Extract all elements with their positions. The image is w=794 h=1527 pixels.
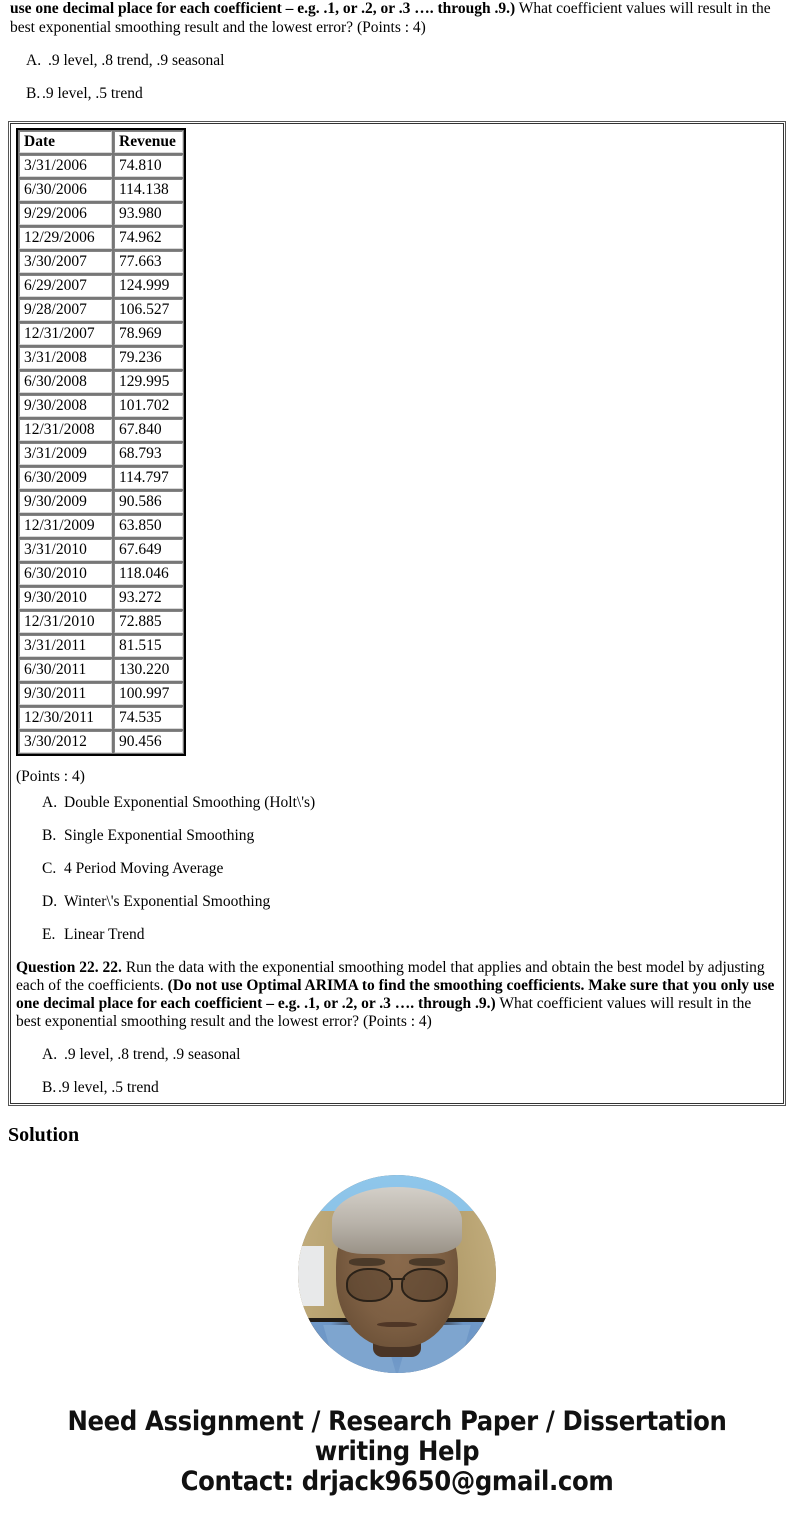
table-row xyxy=(18,370,184,394)
table-row xyxy=(18,442,184,466)
cell-revenue: 67.649 xyxy=(113,538,184,562)
avatar xyxy=(298,1175,496,1373)
cell-revenue: 67.840 xyxy=(113,418,184,442)
cell-date: 6/30/2008 xyxy=(18,370,113,394)
cell-revenue: 68.793 xyxy=(113,442,184,466)
option-label: .9 level, .5 trend xyxy=(42,85,143,102)
contact-line-2: writing Help xyxy=(314,1436,480,1467)
option-letter: C. xyxy=(42,860,57,877)
cell-revenue: 100.997 xyxy=(113,682,184,706)
table-row xyxy=(18,274,184,298)
cell-date: 3/30/2012 xyxy=(18,730,113,754)
cell-revenue: 93.272 xyxy=(113,586,184,610)
option-label: Linear Trend xyxy=(64,926,145,943)
option-label: Single Exponential Smoothing xyxy=(64,827,255,844)
cell-revenue: 74.535 xyxy=(113,706,184,730)
cell-date: 12/31/2009 xyxy=(18,514,113,538)
question-22-body-1: Run the data with the exponential smoothing model that applies and obtain the best model by adjusting each of the coefficients. xyxy=(16,959,765,994)
cell-date: 3/31/2008 xyxy=(18,346,113,370)
cell-date: 12/31/2007 xyxy=(18,322,113,346)
table-row xyxy=(18,346,184,370)
cell-revenue: 79.236 xyxy=(113,346,184,370)
cell-date: 3/31/2009 xyxy=(18,442,113,466)
portrait-container xyxy=(0,1175,794,1373)
cell-date: 9/30/2010 xyxy=(18,586,113,610)
question-22-options xyxy=(16,1046,778,1097)
cell-date: 6/30/2011 xyxy=(18,658,113,682)
cell-revenue: 74.962 xyxy=(113,226,184,250)
option-letter: B. xyxy=(26,85,41,102)
option-item[interactable] xyxy=(0,52,794,70)
cell-revenue: 74.810 xyxy=(113,154,184,178)
avatar-eyeglass-right xyxy=(401,1268,449,1302)
table-row xyxy=(18,202,184,226)
cell-date: 6/30/2009 xyxy=(18,466,113,490)
table-row xyxy=(18,466,184,490)
option-item-d[interactable] xyxy=(16,893,778,911)
table-row xyxy=(18,658,184,682)
column-header-revenue: Revenue xyxy=(113,130,184,154)
table-row xyxy=(18,706,184,730)
top-question-bold-text: use one decimal place for each coefficient – e.g. .1, or .2, or .3 …. through .9.) xyxy=(10,0,516,17)
model-options-list xyxy=(16,794,778,944)
cell-revenue: 90.456 xyxy=(113,730,184,754)
solution-heading: Solution xyxy=(8,1124,80,1146)
avatar-background-panel xyxy=(298,1246,324,1305)
cell-revenue: 106.527 xyxy=(113,298,184,322)
option-item-e[interactable] xyxy=(16,926,778,944)
table-row xyxy=(18,418,184,442)
table-row xyxy=(18,178,184,202)
option-letter: E. xyxy=(42,926,56,943)
top-fragment-options xyxy=(0,52,794,103)
option-letter: D. xyxy=(42,893,58,910)
cell-date: 12/31/2010 xyxy=(18,610,113,634)
cell-revenue: 101.702 xyxy=(113,394,184,418)
table-row xyxy=(18,634,184,658)
table-body xyxy=(18,154,184,754)
cell-revenue: 114.138 xyxy=(113,178,184,202)
cell-revenue: 77.663 xyxy=(113,250,184,274)
cell-date: 3/31/2010 xyxy=(18,538,113,562)
cell-revenue: 124.999 xyxy=(113,274,184,298)
contact-line-1: Need Assignment / Research Paper / Dissertation xyxy=(67,1406,727,1437)
avatar-eyebrow-left xyxy=(349,1258,385,1266)
cell-revenue: 78.969 xyxy=(113,322,184,346)
option-letter: A. xyxy=(26,52,42,69)
option-item-a[interactable] xyxy=(16,794,778,812)
cell-revenue: 114.797 xyxy=(113,466,184,490)
option-item[interactable] xyxy=(16,1079,778,1097)
option-label: 4 Period Moving Average xyxy=(64,860,224,877)
cell-revenue: 90.586 xyxy=(113,490,184,514)
cell-revenue: 72.885 xyxy=(113,610,184,634)
cell-revenue: 93.980 xyxy=(113,202,184,226)
avatar-eyebrow-right xyxy=(409,1258,445,1266)
cell-date: 3/31/2006 xyxy=(18,154,113,178)
table-row xyxy=(18,490,184,514)
cell-date: 9/30/2011 xyxy=(18,682,113,706)
option-label: Double Exponential Smoothing (Holt\'s) xyxy=(64,794,316,811)
table-row xyxy=(18,682,184,706)
cell-date: 6/29/2007 xyxy=(18,274,113,298)
avatar-hair xyxy=(332,1187,463,1254)
table-row xyxy=(18,298,184,322)
cell-date: 9/29/2006 xyxy=(18,202,113,226)
cell-date: 12/31/2008 xyxy=(18,418,113,442)
top-question-normal-text: What coefficient values will result in the best exponential smoothing result and the lowest error? (Points : 4) xyxy=(10,0,771,36)
cell-revenue: 129.995 xyxy=(113,370,184,394)
option-item[interactable] xyxy=(0,85,794,103)
question-frame-outer xyxy=(8,121,786,1106)
table-row xyxy=(18,514,184,538)
question-frame-inner xyxy=(10,123,784,1104)
table-row xyxy=(18,226,184,250)
option-item-c[interactable] xyxy=(16,860,778,878)
cell-date: 3/31/2011 xyxy=(18,634,113,658)
option-letter: B. xyxy=(42,827,57,844)
top-question-fragment xyxy=(0,0,794,37)
option-label: Winter\'s Exponential Smoothing xyxy=(64,893,271,910)
table-row xyxy=(18,586,184,610)
cell-date: 9/30/2009 xyxy=(18,490,113,514)
question-22-paragraph xyxy=(16,959,778,1031)
contact-line-3: Contact: drjack9650@gmail.com xyxy=(180,1466,614,1497)
option-letter: A. xyxy=(42,1046,58,1063)
cell-date: 9/30/2008 xyxy=(18,394,113,418)
table-row xyxy=(18,730,184,754)
column-header-date: Date xyxy=(18,130,113,154)
top-question-paragraph xyxy=(10,0,784,37)
table-row xyxy=(18,322,184,346)
table-row xyxy=(18,154,184,178)
cell-revenue: 81.515 xyxy=(113,634,184,658)
avatar-eyeglass-left xyxy=(346,1268,394,1302)
cell-revenue: 130.220 xyxy=(113,658,184,682)
table-row xyxy=(18,538,184,562)
revenue-data-table xyxy=(16,128,186,756)
option-label: .9 level, .8 trend, .9 seasonal xyxy=(64,1046,241,1063)
question-22-body-2: What coefficient values will result in the best exponential smoothing result and the lowest error? (Points : 4) xyxy=(16,995,752,1030)
contact-block xyxy=(32,1407,762,1527)
option-label: .9 level, .5 trend xyxy=(58,1079,159,1096)
table-row xyxy=(18,562,184,586)
cell-date: 3/30/2007 xyxy=(18,250,113,274)
question-22-bold-body: (Do not use Optimal ARIMA to find the smoothing coefficients. Make sure that you only use one decimal place for each coefficient – e.g. .1, or .2, or .3 …. through .9.) xyxy=(16,977,775,1012)
cell-date: 6/30/2006 xyxy=(18,178,113,202)
table-row xyxy=(18,394,184,418)
cell-date: 12/29/2006 xyxy=(18,226,113,250)
option-item-b[interactable] xyxy=(16,827,778,845)
option-label: .9 level, .8 trend, .9 seasonal xyxy=(48,52,225,69)
cell-date: 12/30/2011 xyxy=(18,706,113,730)
table-header-row xyxy=(18,130,184,154)
table-row xyxy=(18,610,184,634)
cell-revenue: 63.850 xyxy=(113,514,184,538)
option-letter: B. xyxy=(42,1079,57,1096)
points-line: (Points : 4) xyxy=(16,768,85,785)
cell-date: 9/28/2007 xyxy=(18,298,113,322)
cell-date: 6/30/2010 xyxy=(18,562,113,586)
cell-revenue: 118.046 xyxy=(113,562,184,586)
avatar-eyeglass-bridge xyxy=(389,1278,405,1281)
option-letter: A. xyxy=(42,794,58,811)
option-item[interactable] xyxy=(16,1046,778,1064)
table-row xyxy=(18,250,184,274)
question-22-label: Question 22. 22. xyxy=(16,959,122,976)
